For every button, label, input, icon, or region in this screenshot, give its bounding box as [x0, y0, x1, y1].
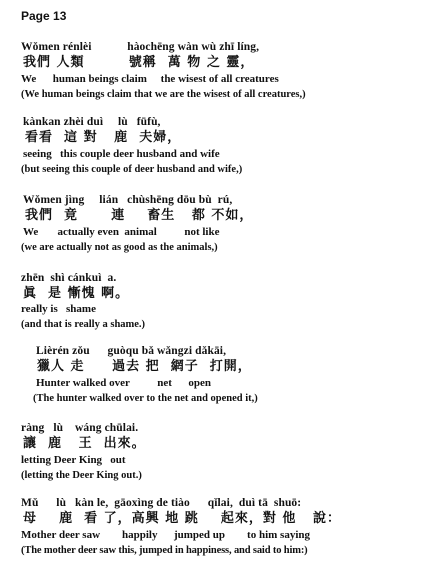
- page-number: Page 13: [21, 9, 67, 23]
- pinyin-line: kànkan zhèi duì lù fūfù,: [23, 116, 161, 128]
- translation-line: (but seeing this couple of deer husband and wife,): [21, 164, 243, 175]
- gloss-line: Mother deer saw happily jumped up to him saying: [21, 529, 310, 541]
- translation-line: (and that is really a shame.): [21, 319, 146, 330]
- chinese-line: 我們 竟 連 畜生 都 不如，: [25, 208, 254, 223]
- pinyin-line: ràng lù wáng chūlai.: [21, 422, 139, 434]
- translation-line: (The hunter walked over to the net and opened it,): [33, 393, 258, 404]
- gloss-line: We human beings claim the wisest of all creatures: [21, 73, 279, 85]
- chinese-line: 讓 鹿 王 出來。: [23, 436, 146, 451]
- translation-line: (we are actually not as good as the animals,): [21, 242, 218, 253]
- translation-line: (We human beings claim that we are the wisest of all creatures,): [21, 89, 306, 100]
- translation-line: (letting the Deer King out.): [21, 470, 142, 481]
- gloss-line: seeing this couple deer husband and wife: [23, 148, 220, 160]
- pinyin-line: Wǒmen rénlèi hàochēng wàn wù zhī líng,: [21, 41, 260, 53]
- pinyin-line: Wǒmen jìng lián chùshēng dōu bù rú,: [23, 194, 233, 206]
- chinese-line: 看看 這 對 鹿 夫婦，: [25, 130, 182, 145]
- pinyin-line: zhēn shì cánkuì a.: [21, 272, 117, 284]
- chinese-line: 母 鹿 看 了，高興 地 跳 起來，對 他 說：: [23, 511, 341, 526]
- gloss-line: Hunter walked over net open: [36, 377, 211, 389]
- gloss-line: letting Deer King out: [21, 454, 126, 466]
- chinese-line: 獵人 走 過去 把 網子 打開，: [37, 359, 252, 374]
- pinyin-line: Mǔ lù kàn le, gāoxìng de tiào qǐlai, duì tā shuō:: [21, 497, 302, 509]
- gloss-line: We actually even animal not like: [23, 226, 220, 238]
- chinese-line: 眞 是 慚愧 啊。: [23, 286, 130, 301]
- gloss-line: really is shame: [21, 303, 96, 315]
- translation-line: (The mother deer saw this, jumped in happiness, and said to him:): [21, 545, 308, 556]
- pinyin-line: Lièrén zǒu guòqu bǎ wǎngzi dǎkāi,: [36, 345, 227, 357]
- chinese-line: 我們 人類 號稱 萬 物 之 靈，: [23, 55, 255, 70]
